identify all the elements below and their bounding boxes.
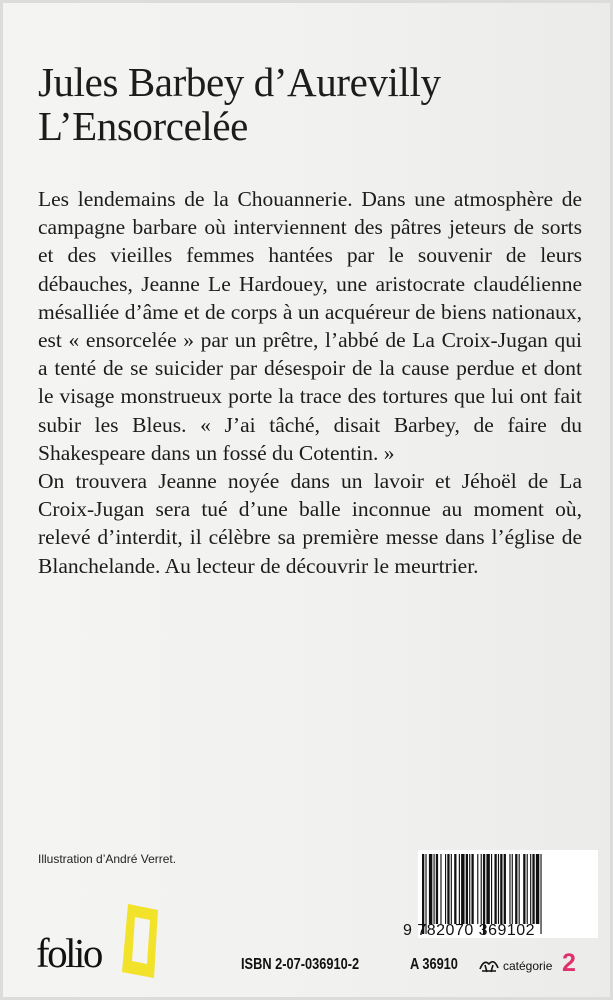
barcode-bar	[509, 854, 510, 924]
barcode-bar	[447, 854, 449, 924]
author-name: Jules Barbey d’Aurevilly	[38, 59, 441, 105]
barcode-bar	[494, 854, 496, 924]
barcode-bar	[461, 854, 464, 924]
blurb	[38, 185, 582, 580]
gallimard-emblem-icon	[478, 955, 500, 975]
folio-frame-icon	[118, 900, 160, 982]
barcode-digits: 9 782070 369102	[403, 922, 536, 939]
barcode-bar	[477, 854, 478, 924]
barcode-bar	[500, 854, 502, 924]
barcode-bar	[454, 854, 456, 924]
barcode-bar	[515, 854, 517, 924]
blurb-paragraph-2: On trouvera Jeanne noyée dans un lavoir et Jéhoël de La Croix-Jugan sera tué d’une balle inconnue au moment où, relevé d’interdit, il célèbre sa première messe dans l’église de Blanchelande. Au lecteur de découvrir le meurtrier.	[38, 469, 582, 578]
isbn: ISBN 2-07-036910-2	[241, 956, 360, 973]
barcode-bar	[451, 854, 452, 924]
barcode-bar	[436, 854, 438, 924]
category-number: 2	[562, 949, 576, 977]
barcode-bar	[471, 854, 473, 924]
illustration-credit: Illustration d’André Verret.	[38, 852, 177, 866]
barcode-bar	[486, 854, 489, 924]
barcode-bar	[440, 854, 441, 924]
barcode-bar	[459, 854, 460, 924]
barcode-bar	[532, 854, 534, 924]
barcode-bar	[466, 854, 468, 924]
barcode-bar	[523, 854, 525, 924]
barcode-bar	[540, 854, 541, 934]
catalog-code: A 36910	[410, 956, 458, 973]
barcode-bar	[512, 854, 513, 924]
barcode-bar	[504, 854, 506, 924]
folio-logo: folio	[36, 930, 101, 976]
barcode-bar	[491, 854, 492, 924]
barcode-bar	[536, 854, 539, 924]
barcode-bar	[445, 854, 446, 924]
barcode-bar	[519, 854, 520, 924]
barcode-bar	[434, 854, 435, 924]
barcode-bar	[530, 854, 531, 924]
barcode-bar	[481, 854, 482, 924]
barcode-bar	[429, 854, 432, 924]
barcode-bar	[498, 854, 499, 924]
category-label: catégorie	[503, 959, 553, 973]
barcode-bar	[469, 854, 470, 924]
barcode-bar	[527, 854, 528, 924]
blurb-paragraph-1: Les lendemains de la Chouannerie. Dans une atmosphère de campagne barbare où interviennent des pâtres jeteurs de sorts et des vieilles femmes hantées par le souvenir de leurs débauches, Jeanne Le Hardouey, une aristocrate claudélienne mésalliée d’âme et de corps à un acquéreur de biens nationaux, est « ensorcelée » par un prêtre, l’abbé de La Croix-Jugan qui a tenté de se suicider par désespoir de la cause perdue et dont le visage monstrueux porte la trace des tortures que lui ont fait subir les Bleus. « J’ai tâché, disait Barbey, de faire du Shakespeare dans un fossé du Cotentin. »	[38, 187, 582, 465]
book-title: L’Ensorcelée	[38, 103, 248, 149]
